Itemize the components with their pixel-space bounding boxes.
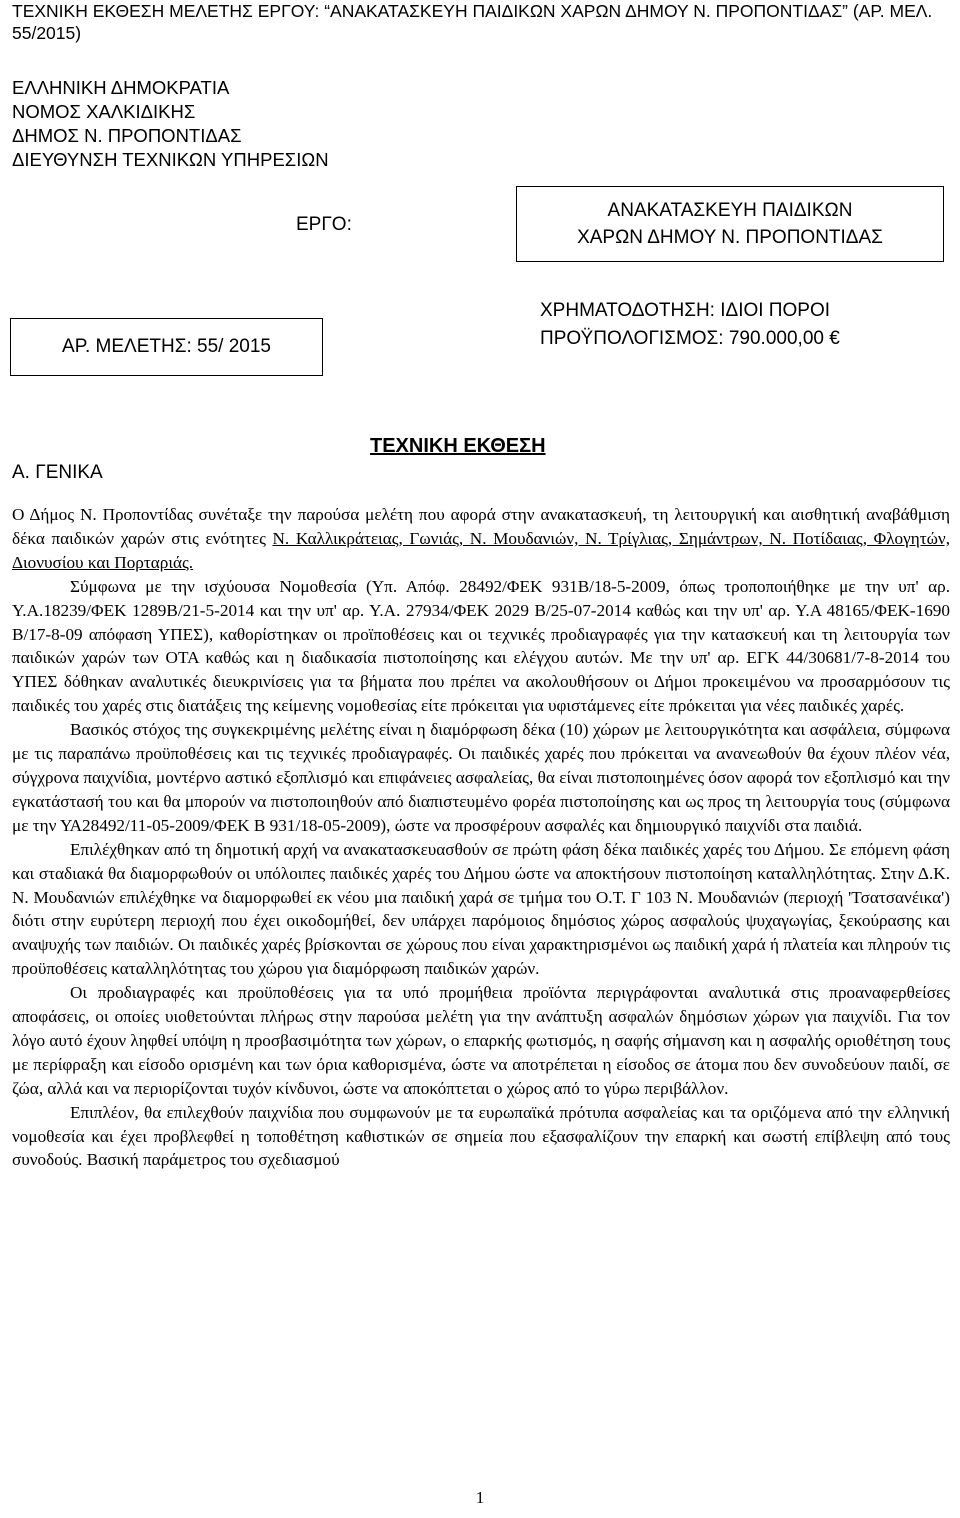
authority-line: ΕΛΛΗΝΙΚΗ ΔΗΜΟΚΡΑΤΙΑ	[12, 77, 230, 98]
funding-source: ΧΡΗΜΑΤΟΔΟΤΗΣΗ: ΙΔΙΟΙ ΠΟΡΟΙ	[540, 300, 831, 321]
running-header: ΤΕΧΝΙΚΗ ΕΚΘΕΣΗ ΜΕΛΕΤΗΣ ΕΡΓΟΥ: “ΑΝΑΚΑΤΑΣΚΕΥΗ ΠΑΙΔΙΚΩΝ ΧΑΡΩΝ ΔΗΜΟΥ Ν. ΠΡΟΠΟΝΤΙΔΑΣ” (ΑΡ. ΜΕΛ. 55/2015)	[12, 1, 933, 43]
funding-info	[540, 297, 840, 353]
issuing-authority	[12, 76, 329, 172]
page-number: 1	[475, 1488, 485, 1507]
report-body	[12, 503, 950, 1172]
authority-line: ΔΗΜΟΣ Ν. ΠΡΟΠΟΝΤΙΔΑΣ	[12, 125, 242, 146]
places-list: Ν. Καλλικράτειας, Γωνιάς, Ν. Μουδανιών, Ν. Τρίγλιας, Σημάντρων, Ν. Ποτίδαιας, Φλογητών, Διονυσίου και Πορταριάς.	[12, 528, 950, 572]
paragraph: Οι προδιαγραφές και προϋποθέσεις για τα υπό προμήθεια προϊόντα περιγράφονται αναλυτικά στις προαναφερθείσες αποφάσεις, οι οποίες υιοθετούνται πλήρως στην παρούσα μελέτη για την ανάπτυξη ασφαλών δημόσιων χώρων για παιχνίδι. Για τον λόγο αυτό έχουν ληφθεί υπόψη η προσβασιμότητα των χώρων, ο επαρκής φωτισμός, η σαφής σήμανση και η ασφαλής οριοθέτηση τους με περίφραξη και είσοδο ορισμένη και των όρια καθορισμένα, ώστε να αποτρέπεται η είσοδος σε άτομα που δεν συνοδεύουν παιδί, σε ζώα, αλλά και να περιορίζονται τυχόν κίνδυνοι, ώστε να αποκόπτεται ο χώρος από το γύρω περιβάλλον.	[12, 983, 950, 1098]
paragraph: Επιπλέον, θα επιλεχθούν παιχνίδια που συμφωνούν με τα ευρωπαϊκά πρότυπα ασφαλείας και τα οριζόμενα από την ελληνική νομοθεσία και έχει προβλεφθεί η τοποθέτηση καθιστικών σε σημεία που εξασφαλίζουν την επαρκή και σωστή επίβλεψη από τους συνοδούς. Βασική παράμετρος του σχεδιασμού	[12, 1102, 950, 1170]
authority-line: ΝΟΜΟΣ ΧΑΛΚΙΔΙΚΗΣ	[12, 101, 196, 122]
study-number-box: ΑΡ. ΜΕΛΕΤΗΣ: 55/ 2015	[10, 318, 323, 376]
paragraph: Επιλέχθηκαν από τη δημοτική αρχή να ανακατασκευασθούν σε πρώτη φάση δέκα παιδικές χαρές του Δήμου. Σε επόμενη φάση και σταδιακά θα διαμορφωθούν οι υπόλοιπες παιδικές χαρές του Δήμου ώστε να αποκτήσουν πιστοποίηση καταλληλότητας. Στην Δ.Κ. Ν. Μουδανιών επιλέχθηκε να διαμορφωθεί εκ νέου μια παιδική χαρά σε τμήμα του Ο.Τ. Γ 103 Ν. Μουδανιών (περιοχή 'Τσατσανέικα') διότι στην ευρύτερη περιοχή που έχει οικοδομήθεί, δεν υπάρχει παρόμοιος δημόσιος χώρος ασφαλούς ψυχαγωγίας, ξεκούρασης και αναψυχής των παιδιών. Οι παιδικές χαρές βρίσκονται σε χώρους που είναι χαρακτηρισμένοι ως παιδική χαρά ή πλατεία και πληρούν τις προϋποθέσεις καταλληλότητας του χώρου για διαμόρφωση παιδικών χαρών.	[12, 839, 950, 979]
project-title-line: ΑΝΑΚΑΤΑΣΚΕΥΗ ΠΑΙΔΙΚΩΝ	[607, 200, 853, 221]
paragraph-text: Ο Δήμος Ν. Προποντίδας συνέταξε την παρούσα μελέτη που αφορά στην ανακατασκευή, τη λειτουργική και αισθητική αναβάθμιση δέκα παιδικών χαρών στις ενότητες	[12, 505, 950, 548]
paragraph: Σύμφωνα με την ισχύουσα Νομοθεσία (Υπ. Απόφ. 28492/ΦΕΚ 931Β/18-5-2009, όπως τροποποιήθηκε με την υπ' αρ. Υ.Α.18239/ΦΕΚ 1289Β/21-5-2014 και την υπ' αρ. Υ.Α. 27934/ΦΕΚ 2029 Β/25-07-2014 καθώς και την υπ' αρ. Υ.Α 48165/ΦΕΚ-1690 Β/17-8-09 απόφαση ΥΠΕΣ), καθορίστηκαν οι προϊποθέσεις και οι τεχνικές προδιαγραφές για την κατασκευή και τη λειτουργία των παιδικών χαρών των ΟΤΑ καθώς και η διαδικασία πιστοποίησης και ελέγχου αυτών. Με την υπ' αρ. ΕΓΚ 44/30681/7-8-2014 του ΥΠΕΣ δόθηκαν αναλυτικές διευκρινίσεις για τα βήματα που πρέπει να ακολουθήσουν οι Δήμοι προκειμένου να προσαρμόσουν τις παιδικές του χαρές στις διατάξεις της κείμενης νομοθεσίας είτε πρόκειται για υφιστάμενες είτε πρόκειται για νέες παιδικές χαρές.	[12, 576, 950, 716]
project-label: ΕΡΓΟ:	[296, 214, 352, 235]
section-label: Α. ΓΕΝΙΚΑ	[12, 462, 103, 483]
section-title: ΤΕΧΝΙΚΗ ΕΚΘΕΣΗ	[370, 435, 546, 457]
budget-amount: ΠΡΟΫΠΟΛΟΓΙΣΜΟΣ: 790.000,00 €	[540, 328, 840, 349]
authority-line: ΔΙΕΥΘΥΝΣΗ ΤΕΧΝΙΚΩΝ ΥΠΗΡΕΣΙΩΝ	[12, 149, 329, 170]
project-title-box	[516, 186, 944, 262]
paragraph	[12, 503, 950, 575]
paragraph: Βασικός στόχος της συγκεκριμένης μελέτης είναι η διαμόρφωση δέκα (10) χώρων με λειτουργικότητα και ασφάλεια, σύμφωνα με τις παραπάνω προϋποθέσεις και τις τεχνικές προδιαγραφές. Οι παιδικές χαρές που πρόκειται να ανανεωθούν θα έχουν πλέον νέα, σύγχρονα παιχνίδια, μοντέρνο αστικό εξοπλισμό και επιφάνειες ασφαλείας, θα είναι πιστοποιημένες όσον αφορά τον εξοπλισμό και την εγκατάστασή του και θα μπορούν να πιστοποιηθούν από διαπιστευμένο φορέα πιστοποίησης και ως προς τη λειτουργία τους (σύμφωνα με την ΥΑ28492/11-05-2009/ΦΕΚ Β 931/18-05-2009), ώστε να προσφέρουν ασφαλές και δημιουργικό παιχνίδι στα παιδιά.	[12, 720, 950, 835]
project-title-line: ΧΑΡΩΝ ΔΗΜΟΥ Ν. ΠΡΟΠΟΝΤΙΔΑΣ	[577, 227, 883, 248]
